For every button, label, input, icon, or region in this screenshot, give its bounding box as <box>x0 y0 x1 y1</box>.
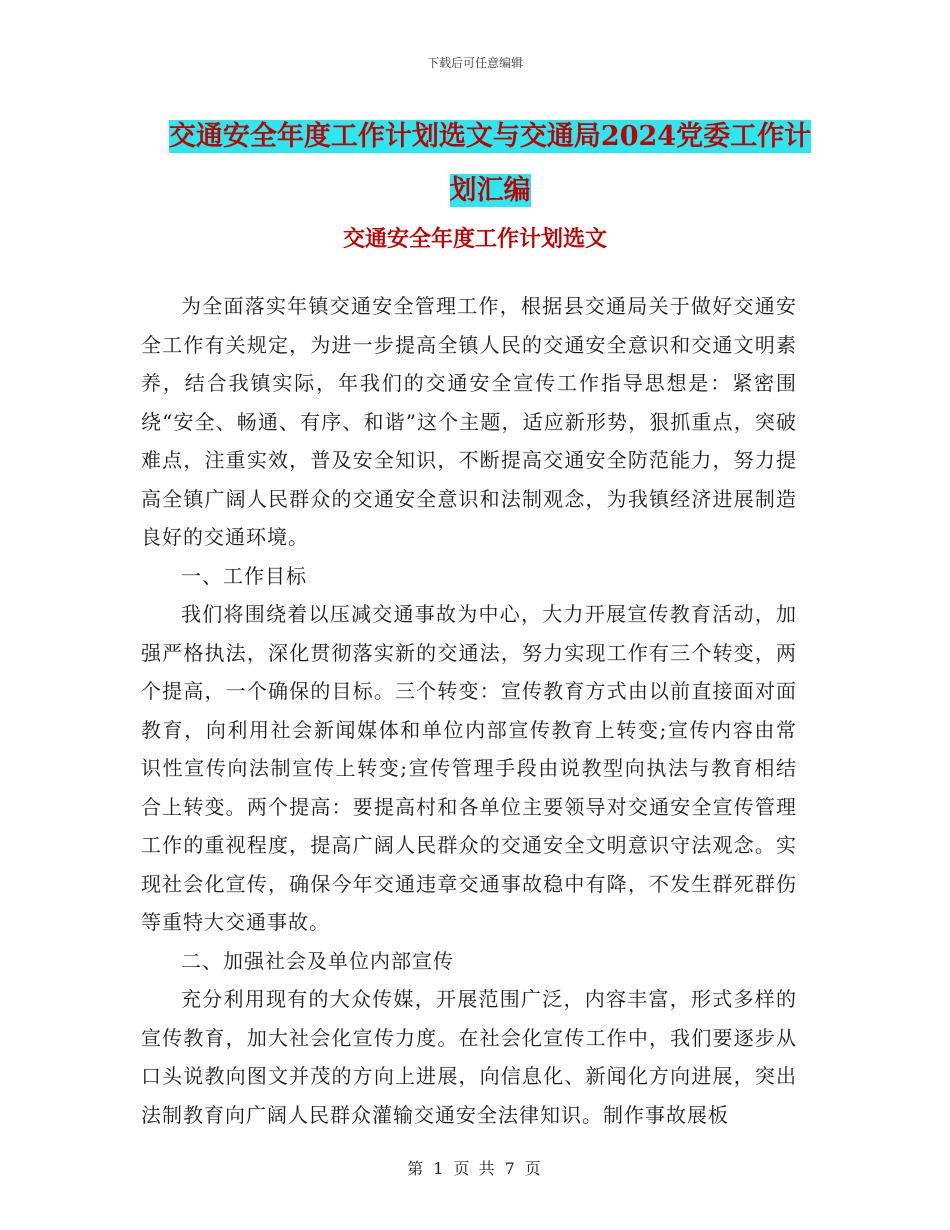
header-note: 下载后可任意编辑 <box>426 56 523 70</box>
document-body <box>141 287 797 1134</box>
footer-suffix: 页 <box>524 1159 543 1178</box>
heading-work-goals: 一、工作目标 <box>181 563 307 588</box>
heading-publicity: 二、加强社会及单位内部宣传 <box>181 948 454 973</box>
paragraph-intro: 为全面落实年镇交通安全管理工作，根据县交通局关于做好交通安全工作有关规定，为进一步提高全镇人民的交通安全意识和交通文明素养，结合我镇实际，年我们的交通安全宣传工作指导思想是：紧密围绕“安全、畅通、有序、和谐”这个主题，适应新形势，狠抓重点，突破难点，注重实效，普及安全知识，不断提高交通安全防范能力，努力提高全镇广阔人民群众的交通安全意识和法制观念，为我镇经济进展制造良好的交通环境。 <box>141 294 797 549</box>
document-title-line-2: 划汇编 <box>449 175 531 206</box>
footer-total-pages: 7 <box>504 1159 517 1178</box>
document-title-line-1: 交通安全年度工作计划选文与交通局2024党委工作计 <box>168 121 812 152</box>
paragraph-work-goals: 我们将围绕着以压减交通事故为中心，大力开展宣传教育活动，加强严格执法，深化贯彻落实新的交通法，努力实现工作有三个转变，两个提高，一个确保的目标。三个转变：宣传教育方式由以前直接面对面教育，向利用社会新闻媒体和单位内部宣传教育上转变;宣传内容由常识性宣传向法制宣传上转变;宣传管理手段由说教型向执法与教育相结合上转变。两个提高：要提高村和各单位主要领导对交通安全宣传管理工作的重视程度，提高广阔人民群众的交通安全文明意识守法观念。实现社会化宣传，确保今年交通违章交通事故稳中有降，不发生群死群伤等重特大交通事故。 <box>141 602 797 934</box>
page-footer <box>0 1156 950 1179</box>
footer-prefix: 第 <box>407 1159 426 1178</box>
section-title: 交通安全年度工作计划选文 <box>342 226 607 252</box>
paragraph-publicity: 充分利用现有的大众传媒，开展范围广泛，内容丰富，形式多样的宣传教育，加大社会化宣传力度。在社会化宣传工作中，我们要逐步从口头说教向图文并茂的方向上进展，向信息化、新闻化方向进展，突出法制教育向广阔人民群众灌输交通安全法律知识。制作事故展板 <box>141 987 797 1127</box>
footer-page-number: 1 <box>433 1159 446 1178</box>
footer-middle: 页 共 <box>453 1159 497 1178</box>
document-title <box>140 110 840 218</box>
